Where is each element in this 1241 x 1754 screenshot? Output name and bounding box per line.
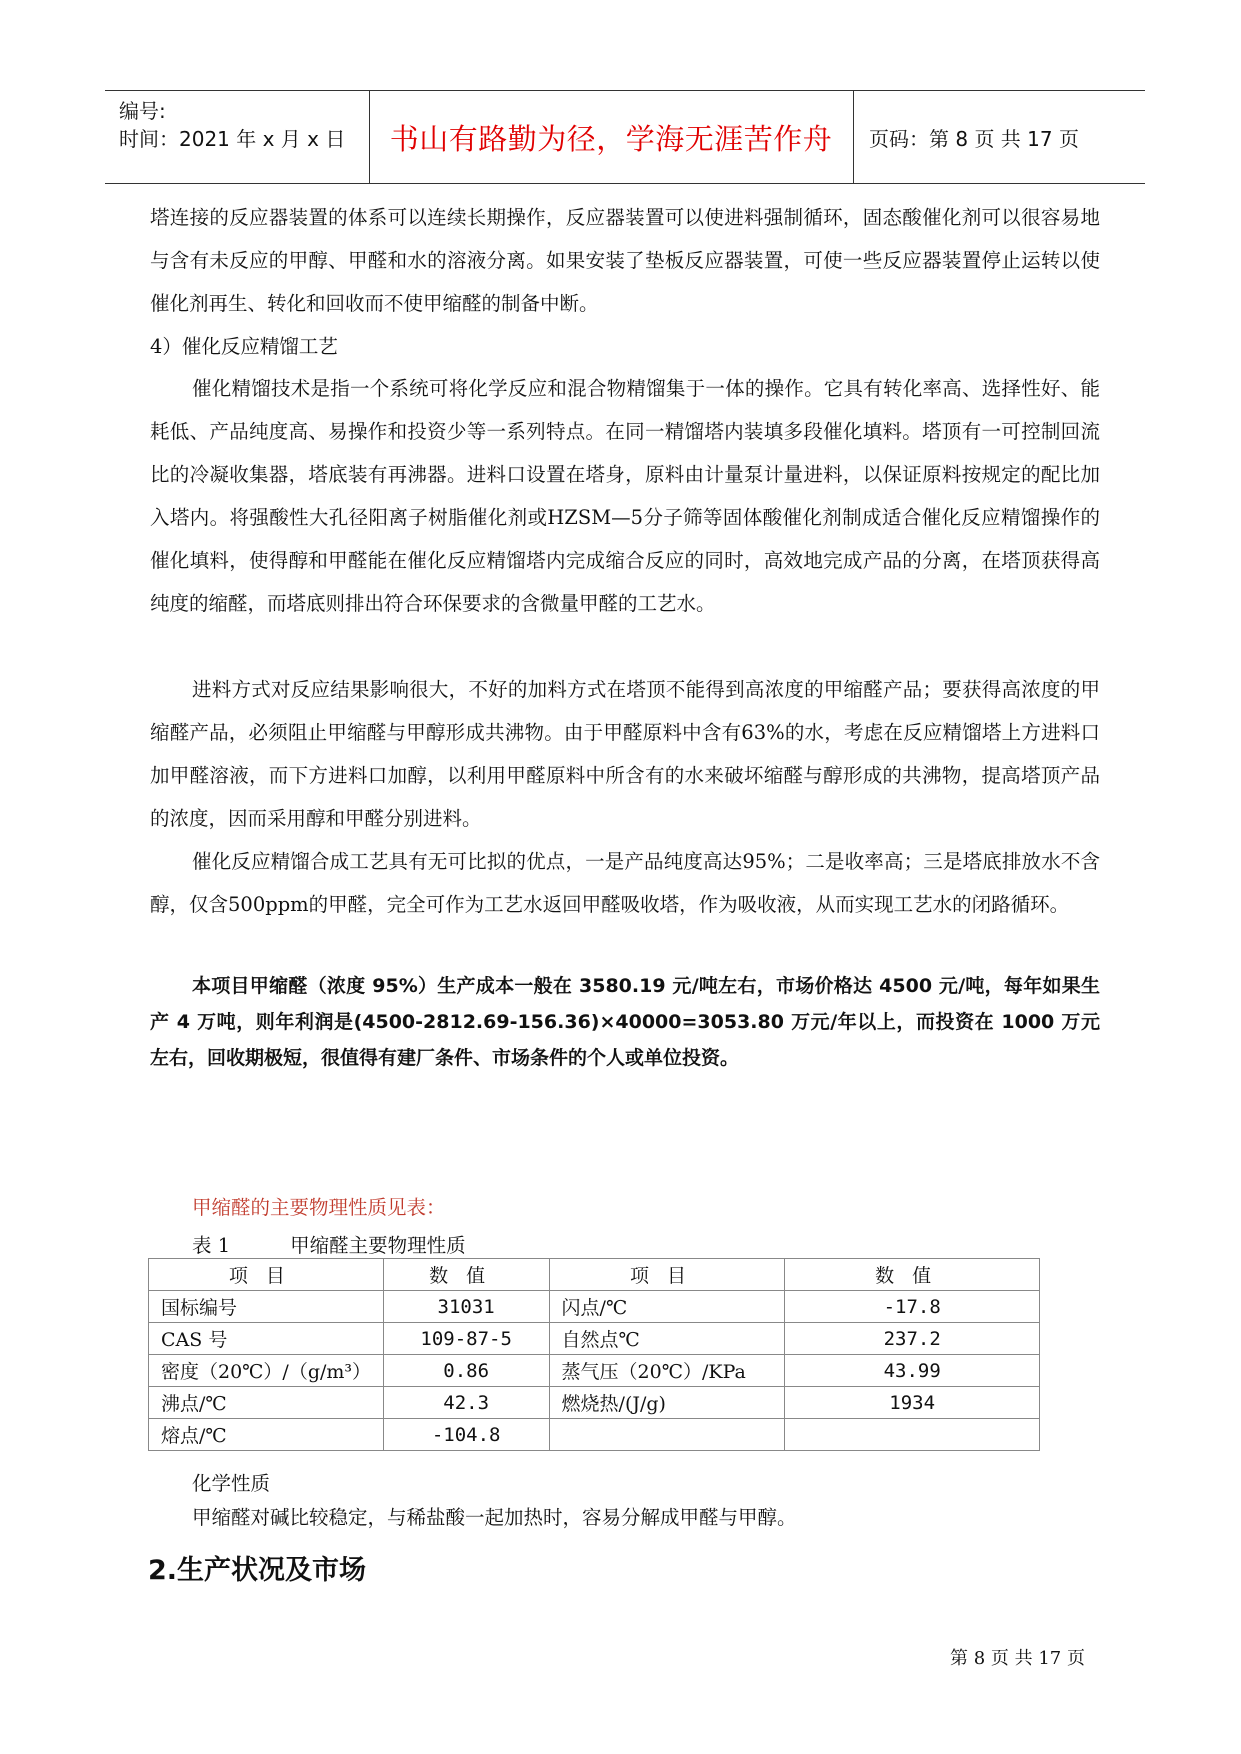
table-row (149, 1323, 1040, 1355)
table-cell: 闪点/℃ (549, 1291, 785, 1323)
table-cell: 237.2 (785, 1323, 1040, 1355)
document-number-label: 编号: (119, 99, 166, 123)
table-cell: 43.99 (785, 1355, 1040, 1387)
table-caption (192, 1230, 466, 1258)
paragraph-catalytic-distillation: 催化精馏技术是指一个系统可将化学反应和混合物精馏集于一体的操作。它具有转化率高、选择性好、能耗低、产品纯度高、易操作和投资少等一系列特点。在同一精馏塔内装填多段催化填料。塔顶有一可控制回流比的冷凝收集器，塔底装有再沸器。进料口设置在塔身，原料由计量泵计量进料，以保证原料按规定的配比加入塔内。将强酸性大孔径阳离子树脂催化剂或HZSM—5分子筛等固体酸催化剂制成适合催化反应精馏操作的催化填料，使得醇和甲醛能在催化反应精馏塔内完成缩合反应的同时，高效地完成产品的分离，在塔顶获得高纯度的缩醛，而塔底则排出符合环保要求的含微量甲醛的工艺水。 (150, 377, 1100, 615)
document-time-label: 时间：2021 年 x 月 x 日 (119, 127, 346, 151)
paragraph-feed-method: 进料方式对反应结果影响很大，不好的加料方式在塔顶不能得到高浓度的甲缩醛产品；要获得高浓度的甲缩醛产品，必须阻止甲缩醛与甲醇形成共沸物。由于甲醛原料中含有63%的水，考虑在反应精馏塔上方进料口加甲醛溶液，而下方进料口加醇，以利用甲醛原料中所含有的水来破坏缩醛与醇形成的共沸物，提高塔顶产品的浓度，因而采用醇和甲醛分别进料。 (150, 678, 1100, 830)
table-cell: 42.3 (383, 1387, 549, 1419)
table-cell: CAS 号 (149, 1323, 384, 1355)
table-header-row (149, 1259, 1040, 1291)
table-cell: 蒸气压（20℃）/KPa (549, 1355, 785, 1387)
table-cell: 密度（20℃）/（g/m³） (149, 1355, 384, 1387)
table-cell (785, 1419, 1040, 1451)
chemical-properties-title: 化学性质 (192, 1472, 271, 1495)
header-page-label: 页码：第 8 页 共 17 页 (869, 126, 1079, 151)
table-row (149, 1387, 1040, 1419)
table-cell: 国标编号 (149, 1291, 384, 1323)
table-intro-text: 甲缩醛的主要物理性质见表： (192, 1196, 446, 1219)
paragraph-reactor-system: 塔连接的反应器装置的体系可以连续长期操作，反应器装置可以使进料强制循环，固态酸催化剂可以很容易地与含有未反应的甲醇、甲醛和水的溶液分离。如果安装了垫板反应器装置，可使一些反应器装置停止运转以使催化剂再生、转化和回收而不使甲缩醛的制备中断。 (150, 206, 1100, 315)
table-cell: 31031 (383, 1291, 549, 1323)
table-cell: 109-87-5 (383, 1323, 549, 1355)
header-meta (105, 91, 370, 183)
table-cell: 0.86 (383, 1355, 549, 1387)
table-cell: -17.8 (785, 1291, 1040, 1323)
paragraph-investment-summary: 本项目甲缩醛（浓度 95%）生产成本一般在 3580.19 元/吨左右，市场价格达 4500 元/吨，每年如果生产 4 万吨，则年利润是(4500-2812.69-156.36)×40000=3053.80 万元/年以上，而投资在 1000 万元左右，回收期极短，很值得有建厂条件、市场条件的个人或单位投资。 (150, 975, 1100, 1069)
table-header-cell: 数值 (383, 1259, 549, 1291)
table-cell: 燃烧热/(J/g) (549, 1387, 785, 1419)
page-header (105, 90, 1145, 184)
table-header-cell: 数值 (785, 1259, 1040, 1291)
table-caption-title: 甲缩醛主要物理性质 (290, 1234, 466, 1257)
table-cell: 自然点℃ (549, 1323, 785, 1355)
page-footer: 第 8 页 共 17 页 (950, 1648, 1085, 1669)
table-row (149, 1291, 1040, 1323)
table-cell: 熔点/℃ (149, 1419, 384, 1451)
table-cell: 1934 (785, 1387, 1040, 1419)
heading-catalytic-distillation: 4）催化反应精馏工艺 (150, 335, 338, 358)
header-motto: 书山有路勤为径，学海无涯苦作舟 (369, 91, 854, 183)
table-caption-number: 表 1 (192, 1234, 231, 1257)
chemical-properties-text: 甲缩醛对碱比较稳定，与稀盐酸一起加热时，容易分解成甲醛与甲醇。 (192, 1506, 797, 1529)
paragraph-advantages: 催化反应精馏合成工艺具有无可比拟的优点，一是产品纯度高达95%；二是收率高；三是塔底排放水不含醇，仅含500ppm的甲醛，完全可作为工艺水返回甲醛吸收塔，作为吸收液，从而实现工艺水的闭路循环。 (150, 850, 1100, 916)
table-header-cell: 项目 (549, 1259, 785, 1291)
table-cell: -104.8 (383, 1419, 549, 1451)
table-header-cell: 项目 (149, 1259, 384, 1291)
table-row (149, 1355, 1040, 1387)
properties-table (148, 1258, 1040, 1451)
table-cell (549, 1419, 785, 1451)
table-row (149, 1419, 1040, 1451)
table-cell: 沸点/℃ (149, 1387, 384, 1419)
section-title: 2.生产状况及市场 (148, 1555, 367, 1586)
